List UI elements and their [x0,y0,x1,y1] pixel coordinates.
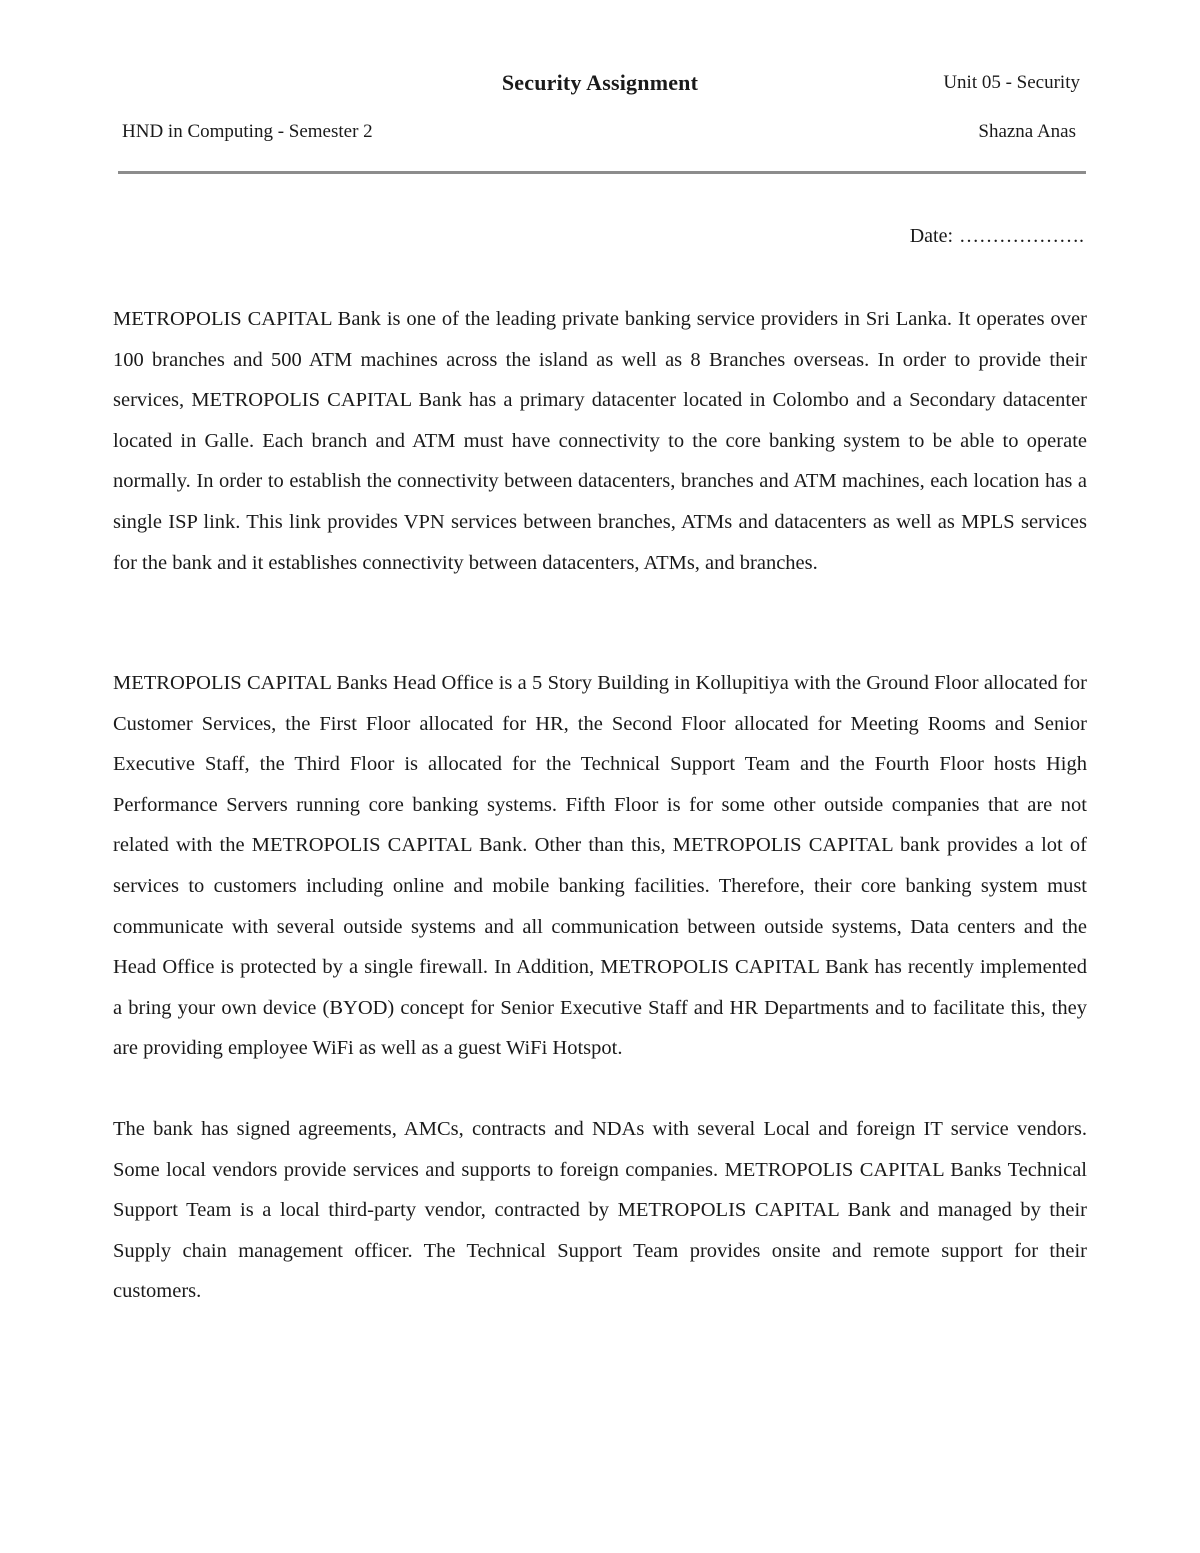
paragraph-vendors: The bank has signed agreements, AMCs, contracts and NDAs with several Local and foreign IT service vendors. Some local vendors provide services and supports to foreign companies. METROPOLIS CAPITAL Banks Technical Support Team is a local third-party vendor, contracted by METROPOLIS CAPITAL Bank and managed by their Supply chain management officer. The Technical Support Team provides onsite and remote support for their customers. [113,1118,1087,1303]
course-label: HND in Computing - Semester 2 [122,121,373,142]
date-label: Date: [909,225,953,247]
header-divider [118,171,1086,174]
document-title: Security Assignment [501,70,699,95]
author-name: Shazna Anas [978,121,1076,142]
date-line [910,225,1084,248]
unit-label: Unit 05 - Security [943,72,1080,93]
paragraph-overview: METROPOLIS CAPITAL Bank is one of the leading private banking service providers in Sri Lanka. It operates over 100 branches and 500 ATM machines across the island as well as 8 Branches overseas. In order to provide their services, METROPOLIS CAPITAL Bank has a primary datacenter located in Colombo and a Secondary datacenter located in Galle. Each branch and ATM must have connectivity to the core banking system to be able to operate normally. In order to establish the connectivity between datacenters, branches and ATM machines, each location has a single ISP link. This link provides VPN services between branches, ATMs and datacenters as well as MPLS services for the bank and it establishes connectivity between datacenters, ATMs, and branches. [113,308,1087,574]
paragraph-head-office: METROPOLIS CAPITAL Banks Head Office is a 5 Story Building in Kollupitiya with the Ground Floor allocated for Customer Services, the First Floor allocated for HR, the Second Floor allocated for Meeting Rooms and Senior Executive Staff, the Third Floor is allocated for the Technical Support Team and the Fourth Floor hosts High Performance Servers running core banking systems. Fifth Floor is for some other outside companies that are not related with the METROPOLIS CAPITAL Bank. Other than this, METROPOLIS CAPITAL bank provides a lot of services to customers including online and mobile banking facilities. Therefore, their core banking system must communicate with several outside systems and all communication between outside systems, Data centers and the Head Office is protected by a single firewall. In Addition, METROPOLIS CAPITAL Bank has recently implemented a bring your own device (BYOD) concept for Senior Executive Staff and HR Departments and to facilitate this, they are providing employee WiFi as well as a guest WiFi Hotspot. [113,672,1087,1060]
date-placeholder: ………………. [959,225,1084,247]
